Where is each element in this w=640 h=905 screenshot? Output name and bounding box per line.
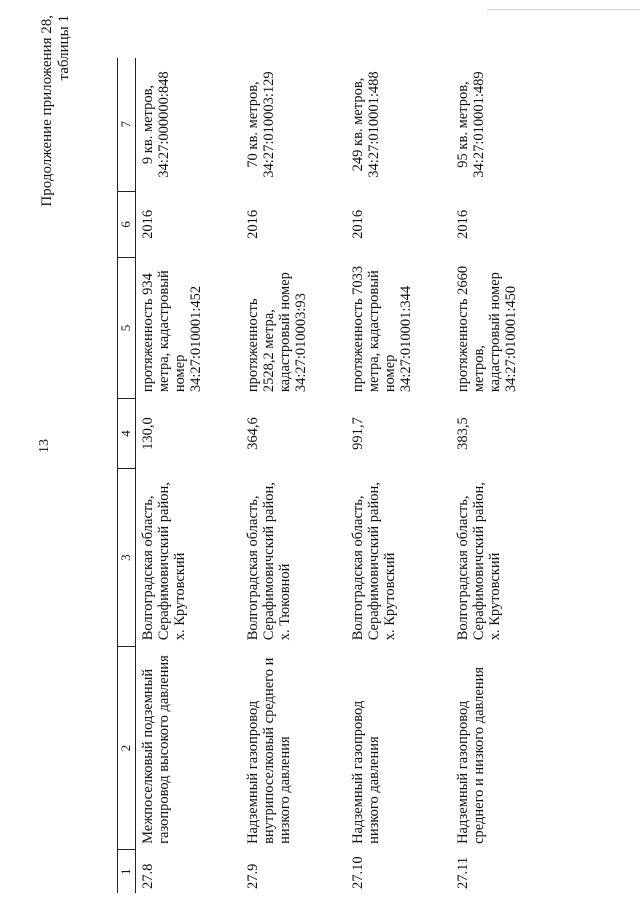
cell-area: 249 кв. метров, 34:27:010001:488	[349, 71, 382, 178]
caption-line-1: Продолжение приложения 28,	[39, 15, 55, 207]
cell-year: 2016	[244, 209, 261, 239]
cell-area: 95 кв. метров, 34:27:010001:489	[454, 71, 487, 178]
data-table	[117, 58, 556, 893]
cell-value: 991,7	[349, 417, 366, 450]
table-row	[346, 58, 451, 893]
header-col-3: 3	[118, 469, 136, 646]
cell-location: Волгоградская область, Серафимовичский район, х. Крутовский	[140, 482, 188, 641]
page-number: 13	[37, 439, 52, 453]
cell-length: протяженность 934 метра, кадастровый номер 34:27:010001:452	[140, 270, 204, 393]
table-row	[241, 58, 346, 893]
cell-object-name: Межпоселковый подземный газопровод высокого давления	[140, 655, 172, 844]
cell-location: Волгоградская область, Серафимовичский район, х. Крутовский	[454, 482, 503, 641]
caption-line-2: таблицы 1	[56, 15, 72, 81]
cell-object-name: Надземный газопровод низкого давления	[349, 700, 382, 844]
cell-object-name: Надземный газопровод внутрипоселковый среднего и низкого давления	[244, 657, 293, 844]
cell-length: протяженность 2528,2 метра, кадастровый номер 34:27:010003:93	[244, 272, 309, 393]
cell-number: 27.9	[244, 863, 261, 889]
cell-location: Волгоградская область, Серафимовичский район, х. Крутовский	[349, 482, 398, 641]
cell-location: Волгоградская область, Серафимовичский район, х. Тюковной	[244, 482, 293, 641]
table-row	[136, 58, 241, 893]
cell-year: 2016	[349, 209, 366, 239]
header-col-5: 5	[118, 258, 136, 398]
cell-year: 2016	[140, 209, 156, 239]
table-caption	[39, 15, 73, 245]
cell-area: 70 кв. метров, 34:27:010003:129	[244, 71, 277, 178]
cell-number: 27.8	[140, 863, 156, 889]
cell-value: 364,6	[244, 417, 261, 450]
header-col-7: 7	[118, 58, 136, 191]
header-col-1: 1	[118, 850, 136, 893]
table-row	[451, 58, 556, 893]
header-col-6: 6	[118, 191, 136, 258]
header-col-4: 4	[118, 398, 136, 469]
cell-length: протяженность 7033 метра, кадастровый номер 34:27:010001:344	[349, 265, 414, 393]
cell-number: 27.10	[349, 856, 366, 889]
cell-value: 383,5	[454, 417, 471, 450]
cell-length: протяженность 2660 метров, кадастровый номер 34:27:010001:450	[454, 265, 519, 393]
header-col-2: 2	[118, 646, 136, 850]
cell-area: 9 кв. метров, 34:27:000000:848	[140, 71, 172, 178]
cell-number: 27.11	[454, 856, 471, 889]
cell-year: 2016	[454, 209, 471, 239]
cell-value: 130,0	[140, 417, 156, 450]
cell-object-name: Надземный газопровод среднего и низкого давления	[454, 666, 487, 844]
header-row	[118, 58, 136, 893]
